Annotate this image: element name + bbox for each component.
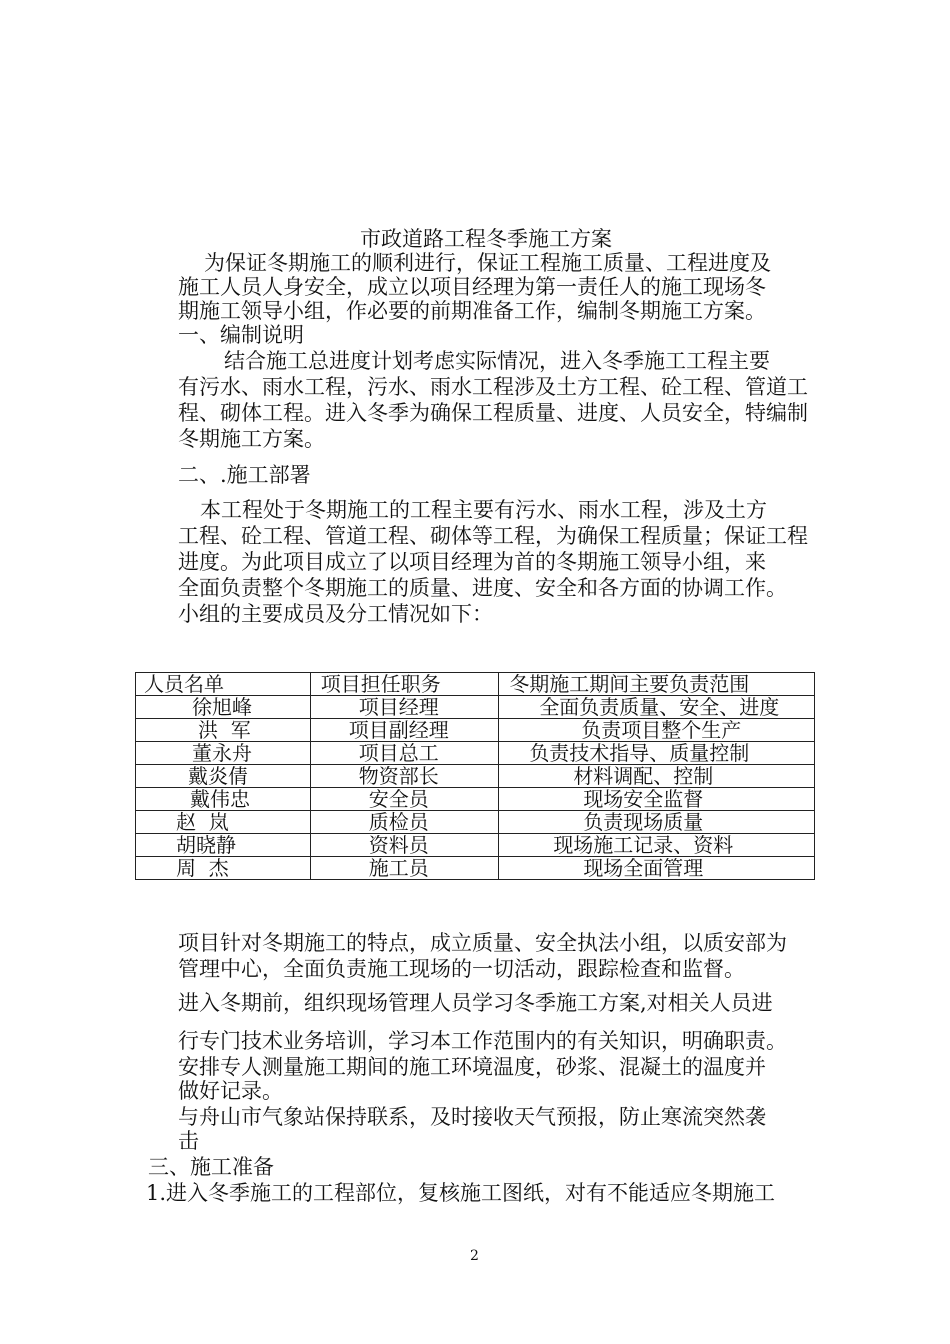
cell-position: 质检员	[310, 811, 499, 834]
intro-line-2: 施工人员人身安全，成立以项目经理为第一责任人的施工现场冬	[178, 275, 766, 299]
section1-line-2: 有污水、雨水工程，污水、雨水工程涉及土方工程、砼工程、管道工	[178, 375, 808, 399]
section1-line-3: 程、砌体工程。进入冬季为确保工程质量、进度、人员安全，特编制	[178, 401, 808, 425]
section1-line-1: 结合施工总进度计划考虑实际情况，进入冬季施工工程主要	[224, 349, 770, 373]
cell-name: 周 杰	[136, 857, 311, 880]
cell-position: 项目副经理	[310, 719, 499, 742]
cell-responsibility: 材料调配、控制	[499, 765, 815, 788]
after-table-line-6: 做好记录。	[178, 1079, 283, 1103]
table-row	[136, 811, 815, 834]
after-table-line-5: 安排专人测量施工期间的施工环境温度，砂浆、混凝土的温度并	[178, 1055, 766, 1079]
cell-responsibility: 现场全面管理	[499, 857, 815, 880]
section2-line-5: 小组的主要成员及分工情况如下：	[178, 602, 493, 626]
section1-line-4: 冬期施工方案。	[178, 427, 325, 451]
after-table-line-3: 进入冬期前，组织现场管理人员学习冬季施工方案,对相关人员进	[178, 991, 773, 1015]
section3-heading: 三、施工准备	[148, 1155, 274, 1179]
cell-position: 安全员	[310, 788, 499, 811]
intro-line-3: 期施工领导小组，作必要的前期准备工作，编制冬期施工方案。	[178, 299, 766, 323]
cell-position: 项目经理	[310, 696, 499, 719]
table-row	[136, 719, 815, 742]
after-table-line-2: 管理中心，全面负责施工现场的一切活动，跟踪检查和监督。	[178, 957, 745, 981]
cell-responsibility: 现场施工记录、资料	[499, 834, 815, 857]
section2-line-4: 全面负责整个冬期施工的质量、进度、安全和各方面的协调工作。	[178, 576, 787, 600]
cell-responsibility: 负责项目整个生产	[499, 719, 815, 742]
cell-responsibility: 全面负责质量、安全、进度	[499, 696, 815, 719]
cell-responsibility: 负责现场质量	[499, 811, 815, 834]
cell-name: 徐旭峰	[136, 696, 311, 719]
cell-name: 赵 岚	[136, 811, 311, 834]
cell-responsibility: 现场安全监督	[499, 788, 815, 811]
intro-line-1: 为保证冬期施工的顺利进行，保证工程施工质量、工程进度及	[204, 251, 771, 275]
after-table-line-7: 与舟山市气象站保持联系，及时接收天气预报，防止寒流突然袭	[178, 1105, 766, 1129]
team-table	[135, 672, 815, 880]
after-table-line-1: 项目针对冬期施工的特点，成立质量、安全执法小组，以质安部为	[178, 931, 787, 955]
cell-position: 项目总工	[310, 742, 499, 765]
table-row	[136, 765, 815, 788]
page-number: 2	[470, 1248, 479, 1264]
section3-item-1: 1.进入冬季施工的工程部位，复核施工图纸，对有不能适应冬期施工	[146, 1181, 776, 1205]
table-header-row	[136, 673, 815, 696]
table-row	[136, 834, 815, 857]
cell-name: 戴伟忠	[136, 788, 311, 811]
section2-line-2: 工程、砼工程、管道工程、砌体等工程，为确保工程质量；保证工程	[178, 524, 808, 548]
cell-responsibility: 负责技术指导、质量控制	[499, 742, 815, 765]
cell-name: 胡晓静	[136, 834, 311, 857]
table-row	[136, 742, 815, 765]
cell-name: 戴炎倩	[136, 765, 311, 788]
table-row	[136, 857, 815, 880]
table-row	[136, 696, 815, 719]
cell-position: 物资部长	[310, 765, 499, 788]
section2-line-1: 本工程处于冬期施工的工程主要有污水、雨水工程，涉及土方	[200, 498, 767, 522]
cell-name: 董永舟	[136, 742, 311, 765]
after-table-line-4: 行专门技术业务培训，学习本工作范围内的有关知识，明确职责。	[178, 1029, 787, 1053]
section2-line-3: 进度。为此项目成立了以项目经理为首的冬期施工领导小组，来	[178, 550, 766, 574]
section1-heading: 一、编制说明	[178, 323, 304, 347]
table-row	[136, 788, 815, 811]
cell-position: 资料员	[310, 834, 499, 857]
cell-position: 施工员	[310, 857, 499, 880]
header-responsibility: 冬期施工期间主要负责范围	[499, 673, 815, 696]
header-name: 人员名单	[136, 673, 311, 696]
after-table-line-8: 击	[178, 1129, 199, 1153]
header-position: 项目担任职务	[310, 673, 499, 696]
cell-name: 洪 军	[136, 719, 311, 742]
document-title: 市政道路工程冬季施工方案	[360, 227, 612, 251]
section2-heading: 二、.施工部署	[178, 463, 311, 487]
